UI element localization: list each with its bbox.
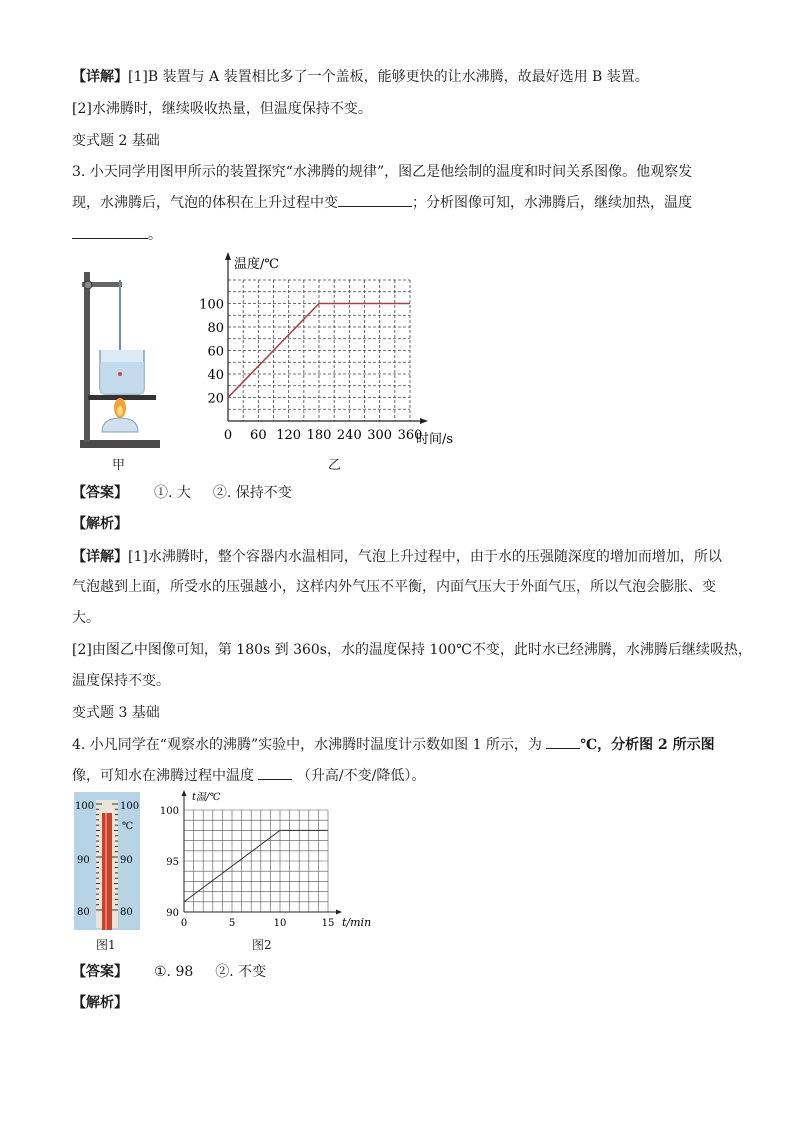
answer-2a: ①. 98 <box>154 964 194 980</box>
question-4-text-b: ℃，分析图 2 所示图 <box>580 737 715 753</box>
series-line <box>184 830 328 901</box>
thermo-unit: ℃ <box>122 821 134 832</box>
question-4-text-c: 像，可知水在沸腾过程中温度 <box>72 768 254 784</box>
question-3-line-3 <box>72 224 162 245</box>
y-axis-arrow <box>182 790 187 796</box>
question-4-line-2 <box>72 765 425 786</box>
x-tick-label: 0 <box>180 918 188 929</box>
detail2-line-4: [2]由图乙中图像可知，第 180s 到 360s，水的温度保持 100℃不变，此时水已经沸腾，水沸腾后继续吸热， <box>72 642 752 658</box>
question-4-text-a: 4. 小凡同学在“观察水的沸腾”实验中，水沸腾时温度计示数如图 1 所示，为 <box>72 737 542 753</box>
x-axis-label: t/min <box>342 916 372 929</box>
caption-fig2: 图2 <box>252 938 272 952</box>
x-axis-label: 时间/s <box>416 432 454 447</box>
question-3-end: 。 <box>148 227 162 243</box>
detail-text: [1]B 装置与 A 装置相比多了一个盖板，能够更快的让水沸腾，故最好选用 B 装置。 <box>128 69 649 85</box>
stand-rod <box>84 272 90 442</box>
thermometer-bulb <box>118 372 122 376</box>
y-axis-arrow <box>225 252 231 260</box>
question-3-text-b: ；分析图像可知，水沸腾后，继续加热，温度 <box>412 195 692 211</box>
detail2-line-3: 大。 <box>72 610 100 626</box>
detail-line-1 <box>72 67 649 87</box>
answer-blank-4[interactable] <box>258 765 292 780</box>
y-axis-label: 温度/℃ <box>234 257 279 272</box>
x-tick-label: 60 <box>250 428 267 443</box>
detail-line-2: [2]水沸腾时，继续吸收热量，但温度保持不变。 <box>72 101 372 117</box>
thermo-label-90-right: 90 <box>120 855 133 866</box>
variant-title-3: 变式题 3 基础 <box>72 705 160 721</box>
thermometer-figure <box>74 792 140 930</box>
alcohol-lamp <box>102 418 138 432</box>
answer-2b: ②. 不变 <box>215 964 267 980</box>
variant-title-2: 变式题 2 基础 <box>72 133 160 149</box>
y-tick-label: 60 <box>207 344 224 360</box>
answer-row-1 <box>72 483 314 503</box>
stand-base <box>80 440 160 448</box>
x-tick-label: 120 <box>276 428 302 443</box>
boiling-temperature-chart <box>160 786 378 934</box>
y-axis-label: t温/℃ <box>192 792 221 803</box>
caption-jia: 甲 <box>112 458 126 473</box>
temperature-time-chart <box>195 250 475 455</box>
detail2-text-1: [1]水沸腾时，整个容器内水温相同，气泡上升过程中，由于水的压强随深度的增加而增加，所以 <box>128 549 722 565</box>
answer-1b: ②. 保持不变 <box>212 485 292 501</box>
thermo-label-80-right: 80 <box>120 907 133 918</box>
question-4-text-d: （升高/不变/降低）。 <box>296 768 426 784</box>
answer-tag: 【答案】 <box>72 485 128 501</box>
x-tick-label: 360 <box>397 428 423 443</box>
x-tick-label: 300 <box>367 428 393 443</box>
apparatus-figure <box>72 262 162 452</box>
answer-tag-2: 【答案】 <box>72 964 128 980</box>
question-3-line-1: 3. 小天同学用图甲所示的装置探究“水沸腾的规律”，图乙是他绘制的温度和时间关系图像。他观察发 <box>72 164 693 180</box>
x-tick-label: 5 <box>228 918 236 929</box>
detail2-tag: 【详解】 <box>72 549 128 565</box>
x-tick-label: 180 <box>306 428 332 443</box>
water <box>100 362 144 394</box>
thermo-label-100-left: 100 <box>75 801 95 812</box>
x-axis-arrow <box>420 418 428 424</box>
clamp-knob <box>84 281 92 289</box>
question-3-text-a: 现，水沸腾后，气泡的体积在上升过程中变 <box>72 195 338 211</box>
y-tick-label: 40 <box>207 368 224 383</box>
detail-tag: 【详解】 <box>72 69 128 85</box>
answer-blank-2[interactable] <box>72 224 148 239</box>
thermo-label-100-right: 100 <box>120 801 140 812</box>
y-tick-label: 100 <box>160 806 179 817</box>
thermo-label-90-left: 90 <box>77 855 90 866</box>
caption-yi: 乙 <box>328 458 342 473</box>
answer-row-2 <box>72 962 288 982</box>
detail2-line-2: 气泡越到上面，所受水的压强越小，这样内外气压不平衡，内面气压大于外面气压，所以气泡会膨胀、变 <box>72 579 716 595</box>
answer-blank-3[interactable] <box>546 734 580 749</box>
caption-fig1: 图1 <box>96 938 116 952</box>
y-tick-label: 95 <box>166 857 179 868</box>
y-tick-label: 100 <box>199 297 224 313</box>
mercury-highlight <box>105 813 107 930</box>
x-tick-label: 0 <box>223 428 233 443</box>
x-axis-arrow <box>336 910 342 915</box>
y-tick-label: 80 <box>207 321 224 336</box>
y-tick-label: 90 <box>166 908 179 919</box>
x-tick-label: 240 <box>336 428 362 443</box>
x-tick-label: 15 <box>321 918 335 929</box>
flame-core <box>117 406 123 416</box>
answer-blank-1[interactable] <box>338 192 412 207</box>
thermo-label-80-left: 80 <box>77 907 90 918</box>
detail2-line-5: 温度保持不变。 <box>72 673 170 689</box>
question-3-line-2 <box>72 192 692 213</box>
y-tick-label: 20 <box>207 391 224 407</box>
question-4-line-1 <box>72 734 715 755</box>
detail2-line-1 <box>72 547 722 567</box>
analysis-tag-1: 【解析】 <box>72 516 128 532</box>
x-tick-label: 10 <box>273 918 287 929</box>
answer-1a: ①. 大 <box>154 485 191 501</box>
analysis-tag-2: 【解析】 <box>72 995 128 1011</box>
